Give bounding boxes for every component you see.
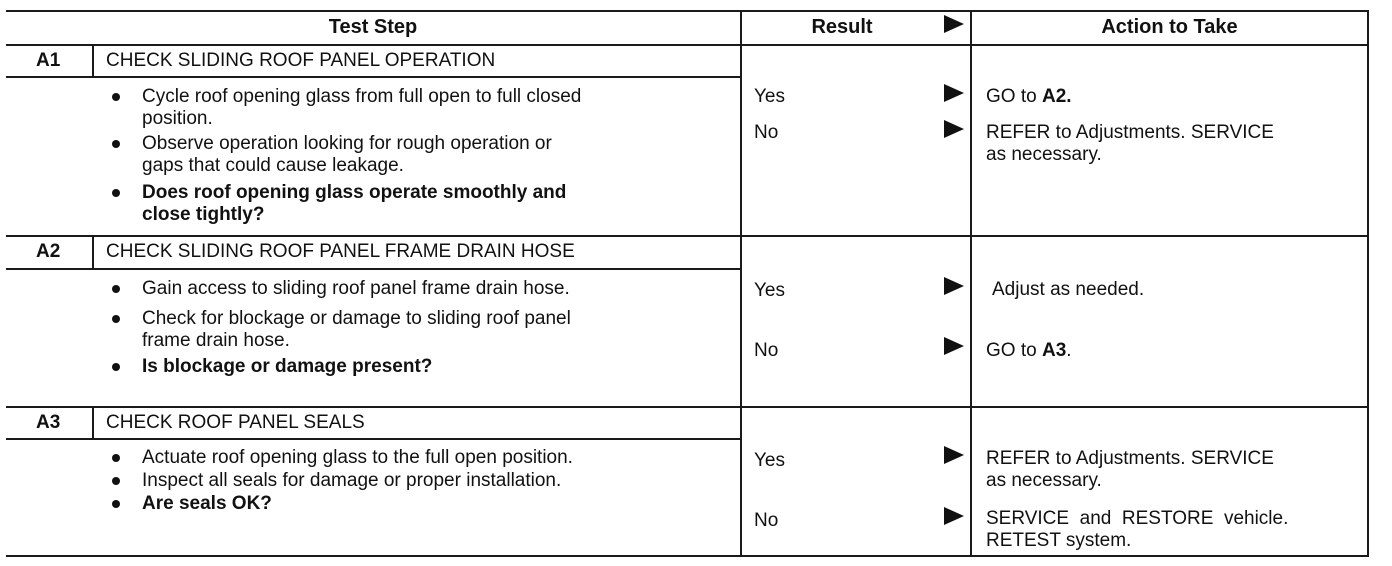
a2-code-divider xyxy=(92,235,94,269)
arrow-right-icon xyxy=(944,120,964,138)
step-title: CHECK ROOF PANEL SEALS xyxy=(106,412,365,433)
result-no: No xyxy=(754,340,779,361)
table-top-border xyxy=(6,10,1369,12)
a3-code-divider xyxy=(92,406,94,439)
bullet-icon xyxy=(112,315,120,323)
bullet-icon xyxy=(112,93,120,101)
action-text: REFER to Adjustments. SERVICE xyxy=(986,122,1274,143)
bullet-icon xyxy=(112,285,120,293)
step-title: CHECK SLIDING ROOF PANEL FRAME DRAIN HOSE xyxy=(106,241,575,262)
step-text-line: Inspect all seals for damage or proper installation. xyxy=(142,470,562,491)
result-yes: Yes xyxy=(754,280,785,301)
bullet-icon xyxy=(112,140,120,148)
bullet-icon xyxy=(112,477,120,485)
action-text: SERVICE and RESTORE vehicle. xyxy=(986,508,1289,529)
action-text: RETEST system. xyxy=(986,530,1132,551)
action-column-divider xyxy=(970,10,972,556)
a1-bottom-border xyxy=(6,235,1369,237)
step-reference: A2 xyxy=(1041,86,1067,107)
step-text-line: Check for blockage or damage to sliding roof panel xyxy=(142,308,571,329)
bullet-icon xyxy=(112,363,120,371)
a2-bottom-border xyxy=(6,406,1369,408)
step-title: CHECK SLIDING ROOF PANEL OPERATION xyxy=(106,50,496,71)
result-yes: Yes xyxy=(754,86,785,107)
a2-title-border xyxy=(6,268,740,270)
arrow-right-icon xyxy=(944,507,964,525)
action-text: GO to xyxy=(986,86,1042,107)
step-code: A3 xyxy=(36,412,61,433)
result-no: No xyxy=(754,510,779,531)
action-text: . xyxy=(1066,340,1072,361)
action-text: as necessary. xyxy=(986,470,1102,491)
header-action: Action to Take xyxy=(1101,16,1238,38)
step-text-line: position. xyxy=(142,108,213,129)
bullet-icon xyxy=(112,189,120,197)
step-question: Is blockage or damage present? xyxy=(142,356,433,377)
action-text: REFER to Adjustments. SERVICE xyxy=(986,448,1274,469)
header-bottom-border xyxy=(6,44,1369,46)
step-text-line: Actuate roof opening glass to the full open position. xyxy=(142,447,573,468)
bullet-icon xyxy=(112,500,120,508)
step-text-line: gaps that could cause leakage. xyxy=(142,155,404,176)
header-test-step: Test Step xyxy=(328,16,418,38)
result-no: No xyxy=(754,122,779,143)
table-bottom-border xyxy=(6,555,1369,557)
step-question: Are seals OK? xyxy=(142,493,272,514)
result-arrow-icon xyxy=(944,15,964,33)
a3-title-border xyxy=(6,438,740,440)
step-text-line: Cycle roof opening glass from full open to full closed xyxy=(142,86,582,107)
table-right-border xyxy=(1367,10,1369,556)
arrow-right-icon xyxy=(944,446,964,464)
arrow-right-icon xyxy=(944,84,964,102)
step-text-line: Gain access to sliding roof panel frame drain hose. xyxy=(142,278,570,299)
step-question: close tightly? xyxy=(142,204,265,225)
step-code: A2 xyxy=(36,241,61,262)
result-yes: Yes xyxy=(754,450,785,471)
a1-title-border xyxy=(6,76,740,78)
action-text: Adjust as needed. xyxy=(992,279,1145,300)
arrow-right-icon xyxy=(944,337,964,355)
action-text: as necessary. xyxy=(986,144,1102,165)
action-text: GO to xyxy=(986,340,1042,361)
step-question: Does roof opening glass operate smoothly and xyxy=(142,182,567,203)
step-reference: A3 xyxy=(1041,340,1067,361)
step-code: A1 xyxy=(36,50,61,71)
step-text-line: Observe operation looking for rough operation or xyxy=(142,133,552,154)
header-result: Result xyxy=(811,16,873,38)
arrow-right-icon xyxy=(944,277,964,295)
step-text-line: frame drain hose. xyxy=(142,330,290,351)
result-column-divider xyxy=(740,10,742,556)
action-text: . xyxy=(1066,86,1072,107)
a1-code-divider xyxy=(92,44,94,77)
bullet-icon xyxy=(112,454,120,462)
